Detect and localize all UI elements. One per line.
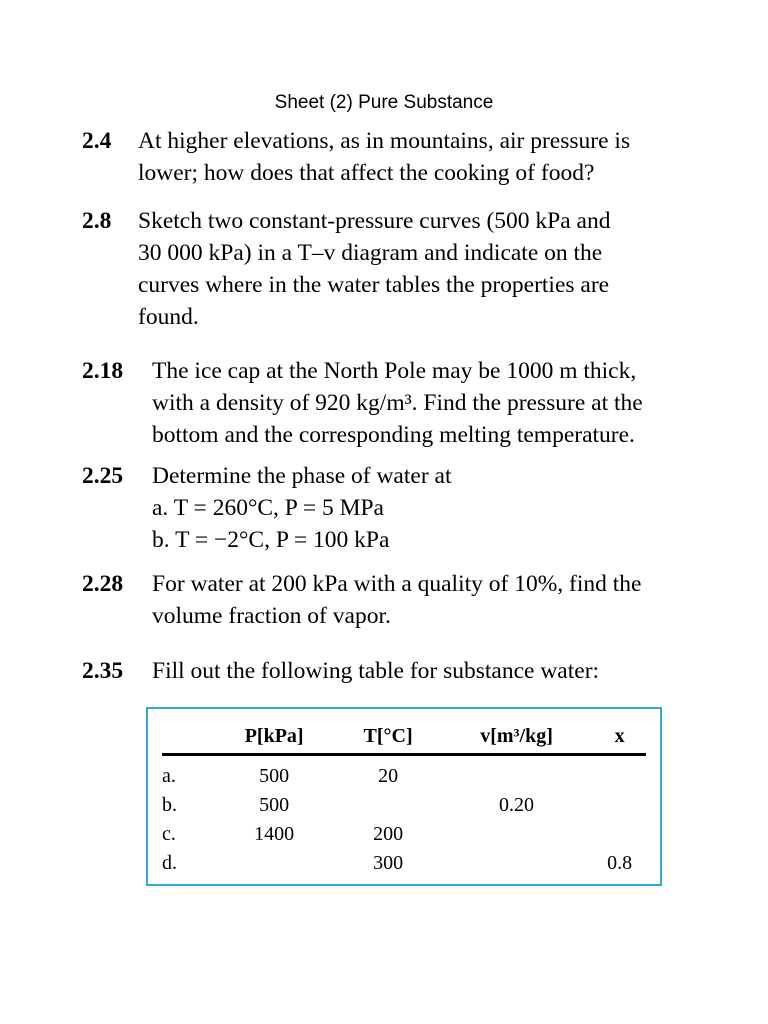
problem-text-line: a. T = 260°C, P = 5 MPa bbox=[152, 495, 384, 521]
table-row bbox=[162, 820, 646, 849]
cell-specific-volume bbox=[440, 849, 593, 878]
table-row bbox=[162, 791, 646, 820]
cell-temperature bbox=[336, 791, 440, 820]
problem-2-4 bbox=[82, 125, 682, 189]
row-label: d. bbox=[162, 852, 177, 874]
problem-text-line: At higher elevations, as in mountains, air pressure is bbox=[138, 128, 631, 154]
problem-text-line: Sketch two constant-pressure curves (500 kPa and bbox=[138, 208, 611, 234]
problem-text-line: Fill out the following table for substance water: bbox=[152, 658, 600, 684]
cell-quality bbox=[593, 755, 646, 792]
cell-quality: 0.8 bbox=[607, 852, 633, 874]
problem-number: 2.25 bbox=[82, 463, 124, 489]
problem-2-18 bbox=[82, 355, 682, 451]
problem-number: 2.18 bbox=[82, 358, 124, 384]
table-header-label bbox=[162, 719, 212, 755]
problem-2-35 bbox=[82, 655, 682, 687]
problem-text-line: Determine the phase of water at bbox=[152, 463, 452, 489]
problem-2-8 bbox=[82, 205, 682, 333]
table-header-pressure: P[kPa] bbox=[212, 719, 336, 755]
problem-text-line: lower; how does that affect the cooking of food? bbox=[138, 160, 595, 186]
problem-number: 2.28 bbox=[82, 571, 124, 597]
cell-specific-volume bbox=[440, 820, 593, 849]
row-label: b. bbox=[162, 794, 177, 816]
problem-text-line: volume fraction of vapor. bbox=[152, 603, 391, 629]
problem-text-line: with a density of 920 kg/m³. Find the pressure at the bbox=[152, 390, 643, 416]
problem-2-28 bbox=[82, 568, 682, 632]
cell-temperature: 20 bbox=[378, 765, 399, 787]
problem-number: 2.4 bbox=[82, 128, 112, 154]
problem-number: 2.35 bbox=[82, 658, 124, 684]
problem-text-line: bottom and the corresponding melting temperature. bbox=[152, 422, 635, 448]
problem-text-line: found. bbox=[138, 304, 199, 330]
problem-text-line: The ice cap at the North Pole may be 1000 m thick, bbox=[152, 358, 637, 384]
sheet-title: Sheet (2) Pure Substance bbox=[274, 92, 494, 113]
table-row bbox=[162, 755, 646, 792]
cell-pressure: 500 bbox=[259, 765, 290, 787]
table-header-quality: x bbox=[593, 719, 646, 755]
cell-pressure: 500 bbox=[259, 794, 290, 816]
cell-quality bbox=[593, 820, 646, 849]
row-label: c. bbox=[162, 823, 176, 845]
table-row bbox=[162, 849, 646, 878]
cell-specific-volume bbox=[440, 755, 593, 792]
table-header-temperature: T[°C] bbox=[336, 719, 440, 755]
cell-temperature: 200 bbox=[373, 823, 404, 845]
cell-temperature: 300 bbox=[373, 852, 404, 874]
problem-2-25 bbox=[82, 460, 682, 556]
problem-text-line: For water at 200 kPa with a quality of 10%, find the bbox=[152, 571, 642, 597]
substance-table bbox=[162, 719, 646, 878]
cell-specific-volume: 0.20 bbox=[499, 794, 535, 816]
table-header-specific-volume: v[m³/kg] bbox=[440, 719, 593, 755]
table-header-row bbox=[162, 719, 646, 755]
cell-pressure bbox=[212, 849, 336, 878]
substance-table-frame bbox=[146, 707, 662, 886]
row-label: a. bbox=[162, 765, 176, 787]
problem-text-line: b. T = −2°C, P = 100 kPa bbox=[152, 527, 390, 553]
cell-pressure: 1400 bbox=[254, 823, 295, 845]
problem-text-line: 30 000 kPa) in a T–v diagram and indicate on the bbox=[138, 240, 603, 266]
cell-quality bbox=[593, 791, 646, 820]
problem-text-line: curves where in the water tables the properties are bbox=[138, 272, 610, 298]
problem-number: 2.8 bbox=[82, 208, 112, 234]
